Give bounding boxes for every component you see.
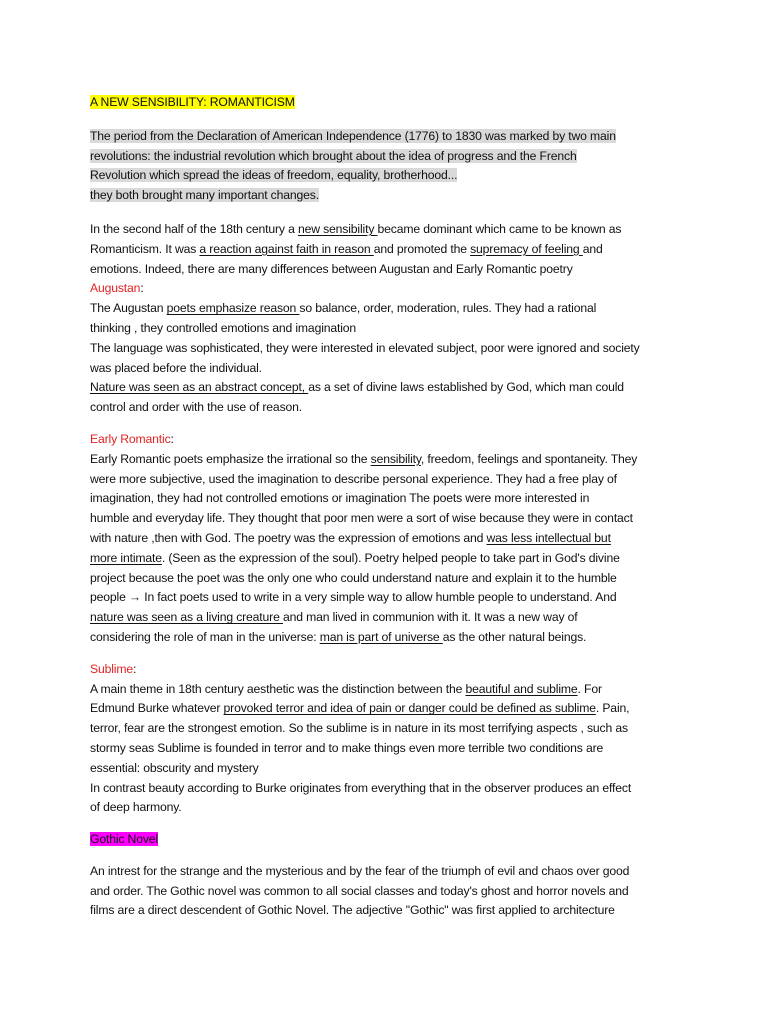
- text-run: In the second half of the 18th century a: [90, 221, 298, 236]
- document-title-block: [90, 93, 690, 113]
- paragraph-line: [90, 220, 690, 240]
- heading-colon: :: [170, 431, 174, 446]
- text-run: . Pain,: [595, 701, 630, 716]
- intro-paragraph: [90, 127, 690, 206]
- paragraph-line: terror, fear are the strongest emotion. So the sublime is in nature in its most terrifying aspects , such as: [90, 721, 628, 736]
- sublime-heading-line: [90, 660, 690, 680]
- underlined-phrase: was less intellectual but: [486, 530, 611, 545]
- text-run: , freedom, feelings and spontaneity. They: [420, 451, 638, 466]
- heading-colon: :: [132, 661, 137, 676]
- sublime-heading: Sublime: [90, 661, 133, 676]
- underlined-phrase: a reaction against faith in reason: [199, 241, 374, 256]
- paragraph-line: An intrest for the strange and the mysterious and by the fear of the triumph of evil and chaos over good: [90, 863, 630, 878]
- sensibility-paragraph: [90, 220, 690, 418]
- paragraph-line: [90, 450, 690, 470]
- augustan-heading: Augustan: [90, 281, 141, 296]
- sublime-section: [90, 660, 690, 818]
- intro-line: they both brought many important changes.: [90, 188, 319, 203]
- paragraph-line: project because the poet was the only one who could understand nature and explain it to the humble: [90, 570, 617, 585]
- early-romantic-heading-line: [90, 430, 690, 450]
- paragraph-line: [90, 608, 690, 628]
- underlined-phrase: sensibility: [370, 451, 421, 466]
- text-run: with nature ,then with God. The poetry was the expression of emotions and: [90, 530, 487, 545]
- underlined-phrase: supremacy of feeling: [470, 241, 583, 256]
- paragraph-line: thinking , they controlled emotions and imagination: [90, 320, 357, 335]
- early-romantic-heading: Early Romantic: [90, 431, 171, 446]
- underlined-phrase: provoked terror and idea of pain or danger could be defined as sublime: [223, 701, 596, 716]
- text-run: . (Seen as the expression of the soul). Poetry helped people to take part in God's divine: [161, 550, 620, 565]
- paragraph-line: [90, 378, 690, 398]
- paragraph-line: [90, 549, 690, 569]
- paragraph-line: people → In fact poets used to write in a very simple way to allow humble people to understand. And: [90, 590, 617, 605]
- text-run: so balance, order, moderation, rules. They had a rational: [299, 301, 597, 316]
- paragraph-line: [90, 628, 690, 648]
- paragraph-line: In contrast beauty according to Burke originates from everything that in the observer produces an effect: [90, 780, 632, 795]
- text-run: A main theme in 18th century aesthetic was the distinction between the: [90, 681, 466, 696]
- text-run: The Augustan: [90, 301, 167, 316]
- gothic-heading-block: [90, 830, 690, 850]
- paragraph-line: stormy seas Sublime is founded in terror and to make things even more terrible two conditions are: [90, 740, 604, 755]
- text-run: as a set of divine laws established by God, which man could: [308, 380, 624, 395]
- paragraph-line: [90, 299, 690, 319]
- paragraph-line: [90, 699, 690, 719]
- paragraph-line: was placed before the individual.: [90, 360, 262, 375]
- paragraph-line: emotions. Indeed, there are many differences between Augustan and Early Romantic poetry: [90, 261, 573, 276]
- underlined-phrase: Nature was seen as an abstract concept,: [90, 380, 309, 395]
- paragraph-line: control and order with the use of reason.: [90, 400, 302, 415]
- text-run: Edmund Burke whatever: [90, 701, 224, 716]
- intro-line: Revolution which spread the ideas of freedom, equality, brotherhood...: [90, 168, 458, 183]
- text-run: Early Romantic poets emphasize the irrational so the: [90, 451, 371, 466]
- text-run: Romanticism. It was: [90, 241, 200, 256]
- paragraph-line: and order. The Gothic novel was common to all social classes and today's ghost and horror novels and: [90, 883, 629, 898]
- paragraph-line: imagination, they had not controlled emotions or imagination The poets were more interested in: [90, 491, 590, 506]
- augustan-heading-line: [90, 279, 690, 299]
- paragraph-line: [90, 240, 690, 260]
- paragraph-line: [90, 680, 690, 700]
- text-run: as the other natural beings.: [442, 629, 587, 644]
- underlined-phrase: man is part of universe: [319, 629, 443, 644]
- underlined-phrase: beautiful and sublime: [465, 681, 578, 696]
- intro-line: revolutions: the industrial revolution which brought about the idea of progress and the French: [90, 148, 577, 163]
- underlined-phrase: nature was seen as a living creature: [90, 610, 283, 625]
- paragraph-line: The language was sophisticated, they were interested in elevated subject, poor were ignored and society: [90, 340, 640, 355]
- text-run: considering the role of man in the universe:: [90, 629, 320, 644]
- underlined-phrase: more intimate: [90, 550, 162, 565]
- text-run: and promoted the: [373, 241, 471, 256]
- underlined-phrase: new sensibility: [297, 221, 378, 236]
- text-run: . For: [577, 681, 602, 696]
- paragraph-line: humble and everyday life. They thought that poor men were a sort of wise because they were in contact: [90, 511, 633, 526]
- document-page: [90, 93, 690, 935]
- paragraph-line: films are a direct descendent of Gothic Novel. The adjective "Gothic" was first applied to architecture: [90, 903, 615, 918]
- paragraph-line: of deep harmony.: [90, 800, 182, 815]
- paragraph-line: essential: obscurity and mystery: [90, 760, 259, 775]
- text-run: became dominant which came to be known as: [377, 221, 622, 236]
- intro-line: The period from the Declaration of American Independence (1776) to 1830 was marked by two main: [90, 128, 616, 143]
- paragraph-line: were more subjective, used the imagination to describe personal experience. They had a free play of: [90, 471, 617, 486]
- heading-colon: :: [140, 281, 144, 296]
- gothic-novel-heading: Gothic Novel: [90, 832, 158, 847]
- document-title: A NEW SENSIBILITY: ROMANTICISM: [90, 95, 295, 109]
- underlined-phrase: poets emphasize reason: [166, 301, 300, 316]
- early-romantic-section: [90, 430, 690, 648]
- text-run: and man lived in communion with it. It was a new way of: [282, 610, 578, 625]
- text-run: and: [582, 241, 603, 256]
- gothic-section: [90, 862, 690, 921]
- paragraph-line: [90, 529, 690, 549]
